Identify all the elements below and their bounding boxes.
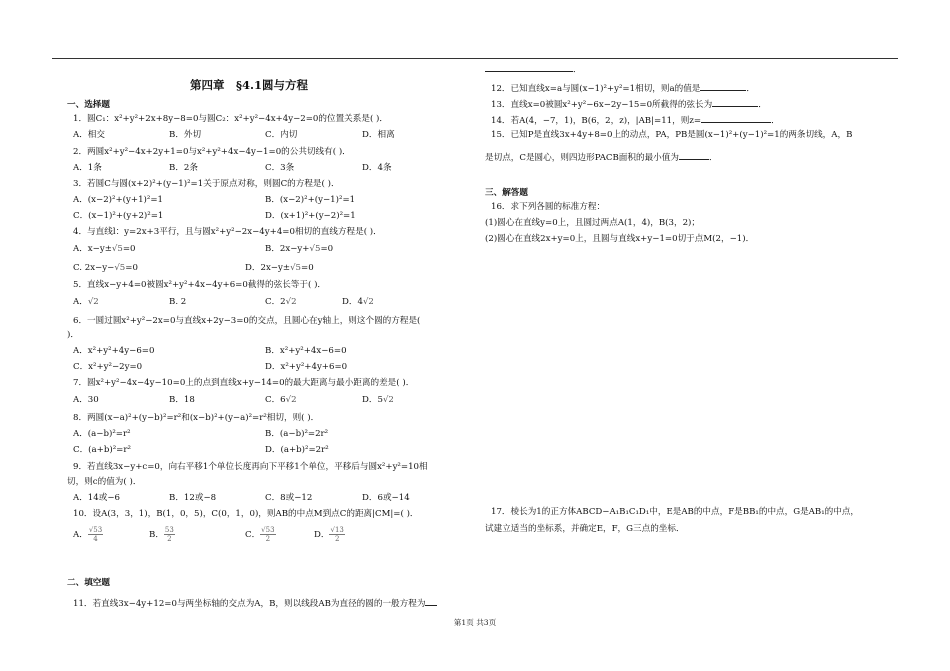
q9-option-c: C．8或−12 xyxy=(265,493,313,503)
sqrt5-b: √5 xyxy=(309,244,321,254)
q8-option-b: B．(a−b)²=2r² xyxy=(265,429,329,439)
q15-blank xyxy=(679,150,709,160)
q14-blank xyxy=(701,113,771,123)
question-11: 11．若直线3x−4y+12=0与两坐标轴的交点为A，B，则以线段AB为直径的圆的一般方程为 xyxy=(73,596,437,610)
question-16-part1: (1)圆心在直线y=0上，且圆过两点A(1，4)，B(3，2)； xyxy=(485,218,700,228)
q4-option-d: D．2x−y±√5=0 xyxy=(245,263,314,273)
q8-option-a: A．(a−b)²=r² xyxy=(73,429,131,439)
question-16: 16．求下列各圆的标准方程： xyxy=(491,202,606,212)
q1-option-d: D．相离 xyxy=(362,130,395,140)
question-8: 8．两圆(x−a)²+(y−b)²=r²和(x−b)²+(y−a)²=r²相切，则( )． xyxy=(73,413,320,423)
question-4: 4．与直线l：y=2x+3平行，且与圆x²+y²−2x−4y+4=0相切的直线方程是( )． xyxy=(73,227,382,237)
question-5: 5．直线x−y+4=0被圆x²+y²+4x−4y+6=0截得的弦长等于( )． xyxy=(73,280,327,290)
q3-option-c: C．(x−1)²+(y+2)²=1 xyxy=(73,211,164,221)
q7-option-b: B．18 xyxy=(169,395,195,405)
q1-option-a: A．相交 xyxy=(73,130,105,140)
q9-option-a: A．14或−6 xyxy=(73,493,120,503)
question-13: 13．直线x=0被圆x²+y²−6x−2y−15=0所截得的弦长为 ． xyxy=(491,97,767,111)
q5-option-d: D．4√2 xyxy=(342,297,374,307)
q3-option-d: D．(x+1)²+(y−2)²=1 xyxy=(265,211,356,221)
q8-option-c: C．(a+b)²=r² xyxy=(73,445,131,455)
q4-option-b: B．2x−y+√5=0 xyxy=(265,244,334,254)
q4-option-a: A．x−y±√5=0 xyxy=(73,244,136,254)
q1-option-c: C．内切 xyxy=(265,130,298,140)
q9-option-b: B．12或−8 xyxy=(169,493,217,503)
q3-option-a: A．(x−2)²+(y+1)²=1 xyxy=(73,195,164,205)
question-12: 12．已知直线x=a与圆(x−1)²+y²=1相切，则a的值是 ． xyxy=(491,81,755,95)
question-15-line2: 是切点，C是圆心，则四边形PACB面积的最小值为 ． xyxy=(485,150,718,164)
page-title: 第四章 §4.1圆与方程 xyxy=(190,78,309,92)
sqrt5-c: √5 xyxy=(114,263,126,273)
question-7: 7．圆x²+y²−4x−4y−10=0上的点到直线x+y−14=0的最大距离与最小距离的差是( )． xyxy=(73,378,415,388)
header-rule xyxy=(52,58,898,59)
question-15-line1: 15．已知P是直线3x+4y+8=0上的动点，PA，PB是圆(x−1)²+(y−1)²=1的两条切线，A，B xyxy=(491,130,853,140)
question-10: 10．设A(3，3，1)，B(1，0，5)，C(0，1，0)，则AB的中点M到点C的距离|CM|=( )． xyxy=(73,509,419,519)
q11-continuation: ． xyxy=(485,62,582,76)
q4-option-c: C. 2x−y−√5=0 xyxy=(73,263,138,273)
question-1: 1．圆C₁：x²+y²+2x+8y−8=0与圆C₂：x²+y²−4x+4y−2=0的位置关系是( )． xyxy=(73,114,388,124)
q6-option-d: D．x²+y²+4y+6=0 xyxy=(265,362,348,372)
sqrt5-a: √5 xyxy=(111,244,123,254)
section-fill: 二、填空题 xyxy=(67,578,110,588)
q5-option-b: B. 2 xyxy=(169,297,187,307)
q7-option-d: D．5√2 xyxy=(362,395,394,405)
question-6-line2: )． xyxy=(67,330,79,340)
question-17-line2: 试建立适当的坐标系，并确定E，F，G三点的坐标． xyxy=(485,524,685,534)
question-6-line1: 6．一圆过圆x²+y²−2x=0与直线x+2y−3=0的交点，且圆心在y轴上，则这个圆的方程是( xyxy=(73,316,421,326)
q1-option-b: B．外切 xyxy=(169,130,202,140)
q8-option-d: D．(a+b)²=2r² xyxy=(265,445,329,455)
q5-option-a: A．√2 xyxy=(73,297,99,307)
question-9-line2: 切，则c的值为( )． xyxy=(67,477,142,487)
q2-option-c: C．3条 xyxy=(265,163,295,173)
section-answer: 三、解答题 xyxy=(485,188,528,198)
section-choice: 一、选择题 xyxy=(67,100,110,110)
q10-option-b: B． $\frac{53}{2}$ xyxy=(149,526,174,543)
question-9-line1: 9．若直线3x−y+c=0，向右平移1个单位长度再向下平移1个单位，平移后与圆x²+y²=10相 xyxy=(73,462,428,472)
q11-blank-cont xyxy=(485,62,573,72)
q3-option-b: B．(x−2)²+(y−1)²=1 xyxy=(265,195,356,205)
q6-option-c: C．x²+y²−2y=0 xyxy=(73,362,143,372)
q10-option-c: C． $\frac{√53}{2}$ xyxy=(245,526,275,543)
question-17-line1: 17．棱长为1的正方体ABCD−A₁B₁C₁D₁中，E是AB的中点，F是BB₁的中点，G是AB₁的中点， xyxy=(491,507,860,517)
q7-option-a: A．30 xyxy=(73,395,99,405)
q6-option-b: B．x²+y²+4x−6=0 xyxy=(265,346,347,356)
q9-option-d: D．6或−14 xyxy=(362,493,410,503)
page-footer: 第1页 共3页 xyxy=(453,618,497,627)
q12-blank xyxy=(700,81,746,91)
q5-option-c: C．2√2 xyxy=(265,297,297,307)
question-16-part2: (2)圆心在直线2x+y=0上，且圆与直线x+y−1=0切于点M(2，−1)． xyxy=(485,234,755,244)
q10-option-d: D． $\frac{√13}{2}$ xyxy=(314,526,344,543)
q13-blank xyxy=(712,97,758,107)
q10-option-a: A． $\frac{√53}{4}$ xyxy=(73,526,103,543)
sqrt5-d: √5 xyxy=(290,263,302,273)
q2-option-a: A．1条 xyxy=(73,163,102,173)
q6-option-a: A．x²+y²+4y−6=0 xyxy=(73,346,155,356)
question-3: 3．若圆C与圆(x+2)²+(y−1)²=1关于原点对称，则圆C的方程是( )． xyxy=(73,179,340,189)
question-14: 14．若A(4，−7，1)，B(6，2，z)，|AB|=11，则z= ． xyxy=(491,113,780,127)
q11-blank xyxy=(425,596,437,606)
q7-option-c: C．6√2 xyxy=(265,395,297,405)
question-2: 2．两圆x²+y²−4x+2y+1=0与x²+y²+4x−4y−1=0的公共切线有( )． xyxy=(73,147,351,157)
q2-option-b: B．2条 xyxy=(169,163,198,173)
q2-option-d: D．4条 xyxy=(362,163,392,173)
